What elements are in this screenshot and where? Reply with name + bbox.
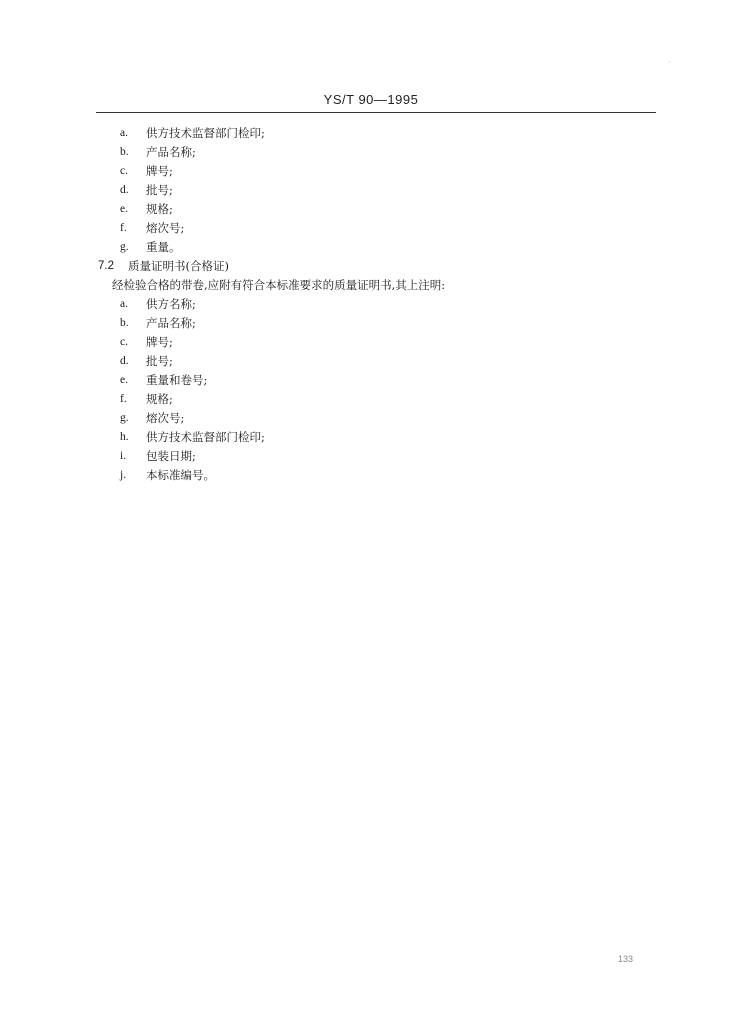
list-item-text: 批号; <box>146 354 173 368</box>
list-item-marker: f. <box>120 222 127 234</box>
list-item-marker: j. <box>120 469 127 481</box>
list-item-marker: b. <box>120 317 129 329</box>
scan-mark: · <box>668 58 671 67</box>
header-rule <box>96 112 656 113</box>
list-item-marker: d. <box>120 184 129 196</box>
list-item-text: 规格; <box>146 202 173 216</box>
list-item-text: 牌号; <box>146 335 173 349</box>
list-item-text: 产品名称; <box>146 145 196 159</box>
list-item-text: 供方技术监督部门检印; <box>146 430 265 444</box>
list-item-text: 包装日期; <box>146 449 196 463</box>
list-item-text: 本标准编号。 <box>146 468 215 482</box>
list-item-text: 牌号; <box>146 164 173 178</box>
list-item-marker: e. <box>120 374 128 386</box>
list-item-marker: h. <box>120 431 129 443</box>
page-number: 133 <box>618 954 634 964</box>
list-item-text: 重量。 <box>146 240 181 254</box>
list-item-text: 供方名称; <box>146 297 196 311</box>
list-item-text: 供方技术监督部门检印; <box>146 126 265 140</box>
list-item-marker: g. <box>120 412 129 424</box>
list-item-marker: i. <box>120 450 127 462</box>
list-item-text: 熔次号; <box>146 411 185 425</box>
list-item-marker: b. <box>120 146 129 158</box>
standard-code-header: YS/T 90—1995 <box>323 92 419 107</box>
list-item-marker: d. <box>120 355 129 367</box>
list-item-marker: g. <box>120 241 129 253</box>
list-item-text: 批号; <box>146 183 173 197</box>
list-item-text: 重量和卷号; <box>146 373 208 387</box>
section-number: 7.2 <box>98 260 114 272</box>
list-item-marker: f. <box>120 393 127 405</box>
list-item-marker: c. <box>120 165 128 177</box>
section-paragraph: 经检验合格的带卷,应附有符合本标准要求的质量证明书,其上注明: <box>112 278 446 292</box>
list-item-text: 产品名称; <box>146 316 196 330</box>
list-item-text: 规格; <box>146 392 173 406</box>
list-item-marker: e. <box>120 203 128 215</box>
list-item-marker: c. <box>120 336 128 348</box>
list-item-marker: a. <box>120 127 128 139</box>
list-item-marker: a. <box>120 298 128 310</box>
section-title: 质量证明书(合格证) <box>128 259 229 273</box>
list-item-text: 熔次号; <box>146 221 185 235</box>
